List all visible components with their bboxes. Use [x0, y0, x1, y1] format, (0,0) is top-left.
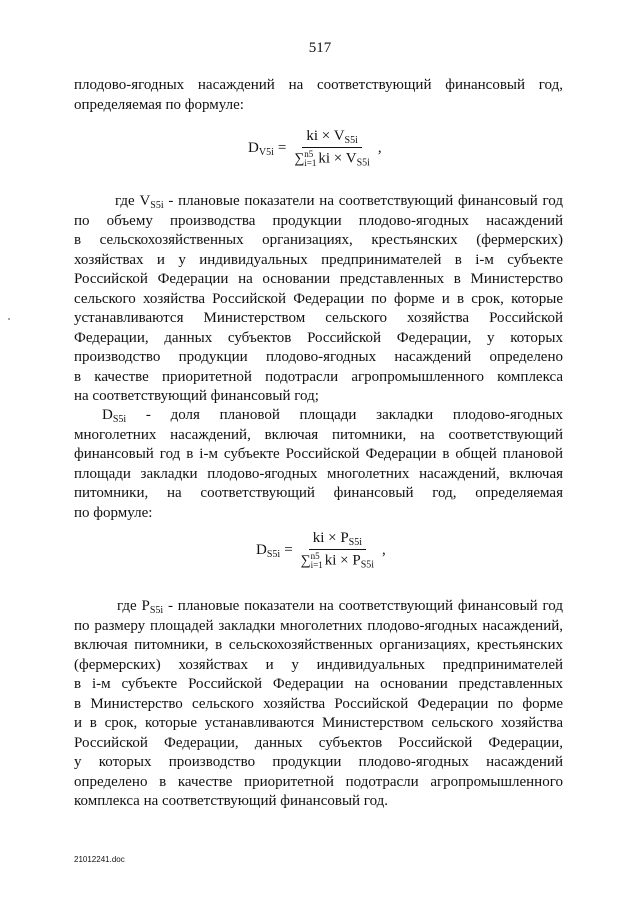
text-line: в качестве приоритетной подотрасли агропромышленного комплекса [74, 368, 563, 385]
text-line: финансовый год в i-м субъекте Российской Федерации в общей плановой [74, 446, 563, 462]
formula-fraction [297, 530, 378, 570]
formula-tail: , [377, 139, 382, 156]
text-line: комплекса на соответствующий финансовый год. [74, 793, 389, 809]
formula-dv5i [248, 128, 382, 168]
text-line: хозяйствах и у индивидуальных предпринимателей в i-м субъекте [74, 251, 563, 268]
formula-ds5i [256, 530, 386, 570]
sum-symbol: ∑ [294, 151, 305, 167]
text-line: и в срок, которые устанавливаются Министерством сельского хозяйства [74, 715, 563, 731]
footer-filename: 21012241.doc [74, 855, 125, 864]
text-line: по объему производства продукции плодово-ягодных насаждений [74, 212, 563, 229]
text-line: в Министерство сельского хозяйства Российской Федерации по форме [74, 695, 563, 712]
text-line: многолетних насаждений, включая питомники, на соответствующий [74, 426, 563, 443]
text-line: (фермерских) хозяйствах и у индивидуальных предпринимателей [74, 656, 563, 673]
formula-fraction [290, 128, 374, 168]
formula-denominator: ∑ n5 i=1 ki × $P_{S5i}$ [300, 551, 375, 571]
formula-tail: , [382, 541, 386, 558]
formula-equals: = [277, 139, 287, 156]
formula-equals: = [284, 541, 293, 558]
text-line: плодово-ягодных насаждений на соответствующий финансовый год, [74, 77, 563, 93]
text-line: площади закладки плодово-ягодных многолетних насаждений, включая [74, 465, 563, 482]
paragraph-ds5i [74, 406, 563, 523]
text-line: по размеру площадей закладки многолетних плодово-ягодных насаждений, [74, 617, 563, 634]
text-line: в i-м субъекте Российской Федерации на основании представленных [74, 676, 563, 692]
sum-symbol: ∑ [300, 553, 311, 569]
formula-numerator: ki × $V_{S5i}$ [302, 128, 362, 148]
text-line: в сельскохозяйственных организациях, крестьянских (фермерских) [74, 232, 563, 248]
text-line: Российской Федерации, данных субъектов Российской Федерации, [74, 734, 563, 751]
text-line: где $V_{S5i}$ - плановые показатели на соответствующий финансовый год [115, 193, 563, 211]
text-line: сельского хозяйства Российской Федерации по форме и в срок, которые [74, 290, 563, 307]
text-line: питомники, на соответствующий финансовый год, определяемая [74, 485, 563, 501]
text-line: определяемая по формуле: [74, 96, 244, 113]
formula-lhs: $D_{V5i}$ [248, 139, 274, 158]
text-line: Российской Федерации на основании представленных в Министерство [74, 271, 563, 287]
text-line: включая питомники, в сельскохозяйственных организациях, крестьянских [74, 637, 563, 653]
text-line: на соответствующий финансовый год; [74, 388, 319, 404]
formula-denominator: ∑ n5 i=1 ki × $V_{S5i}$ [294, 149, 370, 169]
text-line: у которых производство продукции плодово-ягодных насаждений [74, 754, 563, 770]
text-line: устанавливаются Министерством сельского хозяйства Российской [74, 310, 563, 326]
text-line: производство продукции плодово-ягодных насаждений определено [74, 349, 563, 365]
text-line: Федерации, данных субъектов Российской Федерации, у которых [74, 329, 563, 346]
paragraph-ps5i [74, 597, 563, 812]
paragraph-vs5i [74, 192, 563, 407]
intro-paragraph [74, 76, 563, 115]
text-line: по формуле: [74, 504, 153, 521]
formula-lhs: $D_{S5i}$ [256, 541, 281, 560]
margin-dot [8, 318, 10, 320]
formula-numerator: ki × $P_{S5i}$ [309, 530, 366, 550]
text-line: $D_{S5i}$ - доля плановой площади закладки плодово-ягодных [102, 407, 563, 425]
text-line: где $P_{S5i}$ - плановые показатели на соответствующий финансовый год [117, 598, 563, 616]
text-line: определено в качестве приоритетной подотрасли агропромышленного [74, 773, 563, 790]
page-number: 517 [308, 40, 332, 56]
